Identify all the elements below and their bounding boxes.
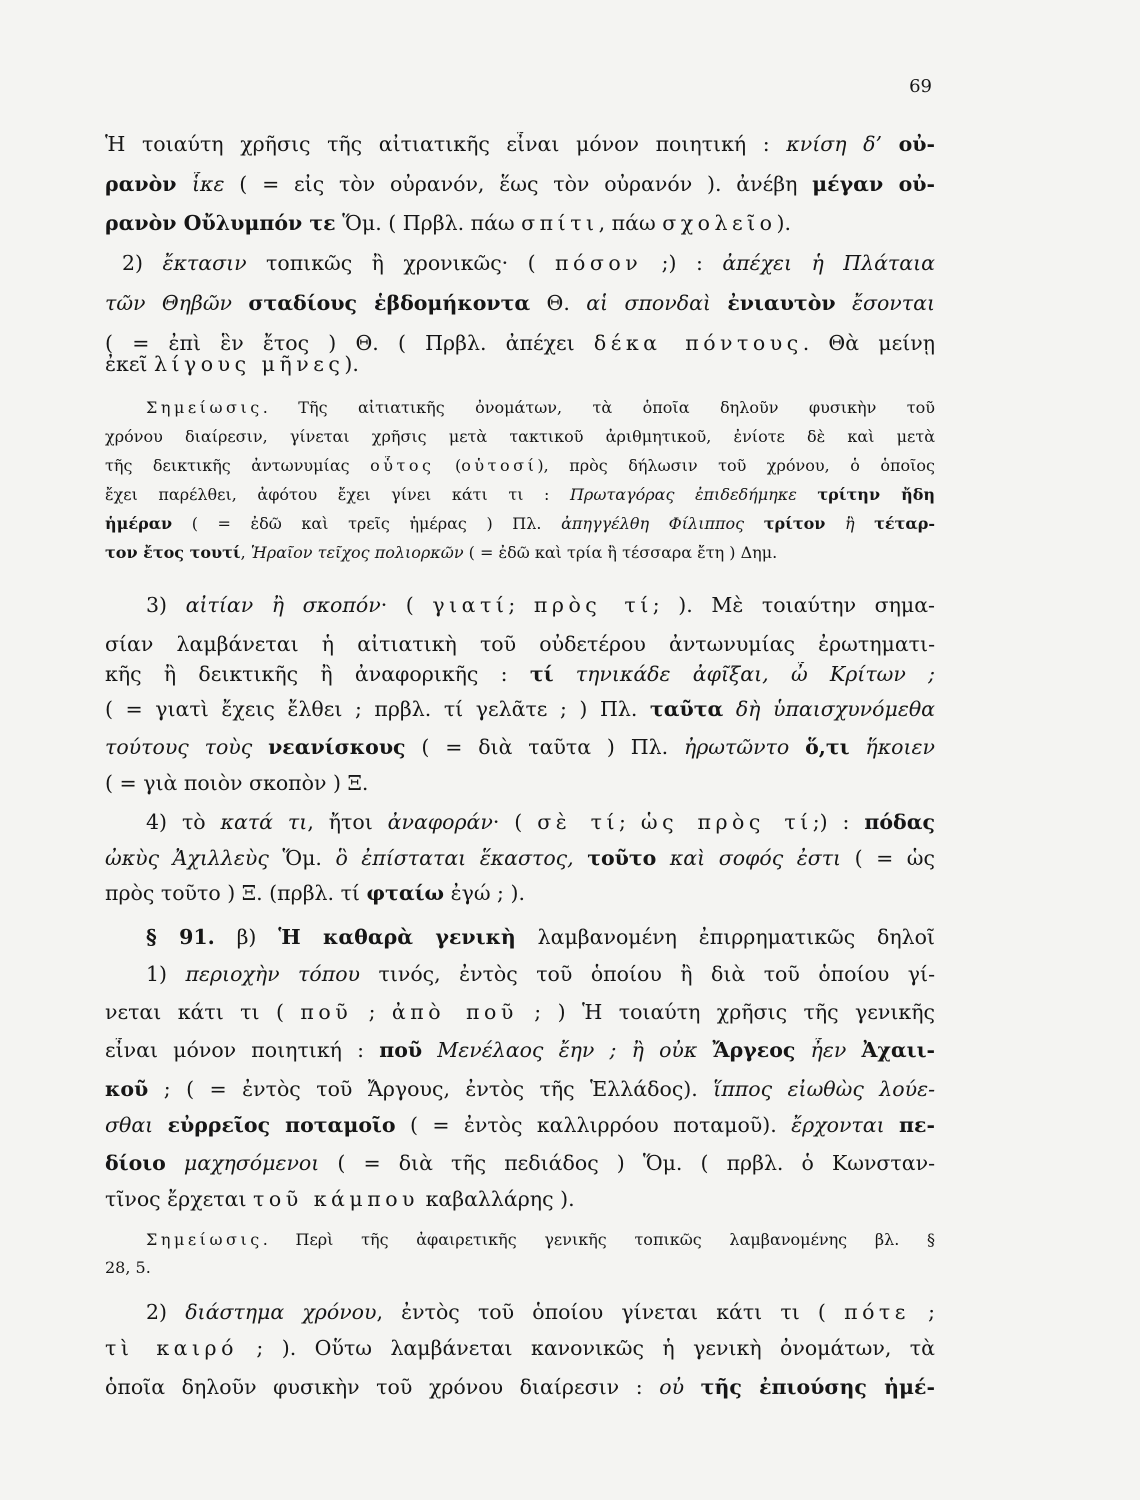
text-run: 28, 5.: [105, 1258, 151, 1277]
text-line: [105, 771, 935, 795]
text-run: εἶναι μόνον ποιητική :: [105, 1038, 380, 1062]
italic-run: τῶν Θηβῶν: [105, 291, 249, 315]
text-run: καβαλλάρης ).: [419, 1187, 575, 1211]
text-line: [105, 697, 935, 721]
text-run: ( = εἰς τὸν οὐρανόν, ἕως τὸν οὐρανόν ). ἀνέβη: [224, 172, 813, 196]
bold-run: δίοιο: [105, 1151, 166, 1175]
text-line: [105, 291, 935, 315]
bold-run: τρίτην ἤδη: [817, 485, 935, 504]
bold-run: ποῦ: [379, 1038, 423, 1062]
text-run: ;: [352, 1000, 392, 1024]
bold-run: ὅ,τι: [805, 735, 850, 759]
italic-run: μαχησόμενοι: [165, 1151, 320, 1175]
text-run: ), πρὸς δήλωσιν τοῦ χρόνου, ὁ ὁποῖος: [537, 456, 935, 475]
italic-run: ἢ: [825, 514, 875, 533]
text-run: ; ( = ἐντὸς τοῦ Ἄργους, ἐντὸς τῆς Ἑλλάδος).: [148, 1077, 714, 1101]
text-line: [105, 1000, 935, 1024]
italic-run: Πρωταγόρας ἐπιδεδήμηκε: [569, 485, 818, 504]
text-run: , πάω: [598, 211, 663, 235]
italic-run: αἰτίαν ἢ σκοπόν: [185, 593, 381, 617]
spaced-run: δέκα πόντους: [593, 331, 803, 355]
text-run: . Περὶ τῆς ἀφαιρετικῆς γενικῆς τοπικῶς λαμβανομένης βλ. §: [262, 1230, 935, 1249]
text-run: τῖνος ἔρχεται: [105, 1187, 254, 1211]
italic-run: Μενέλαος ἔην ; ἢ οὐκ: [422, 1038, 713, 1062]
text-line: [105, 211, 935, 235]
text-run: ( = γιὰ ποιὸν σκοπὸν ) Ξ.: [105, 771, 369, 795]
italic-run: οὐ: [659, 1375, 701, 1399]
text-run: Ὅμ.: [268, 846, 336, 870]
spaced-run: τοῦ κάμπου: [253, 1187, 420, 1211]
spaced-run: ποῦ: [300, 1000, 353, 1024]
italic-run: ἀπέχει ἡ Πλάταια: [722, 251, 935, 275]
text-run: κῆς ἢ δεικτικῆς ἢ ἀναφορικῆς :: [105, 662, 530, 686]
text-run: 4) τὸ: [146, 810, 221, 834]
bold-run: ἐνιαυτὸν: [727, 291, 836, 315]
bold-run: § 91.: [146, 925, 215, 949]
bold-run: νεανίσκους: [268, 735, 406, 759]
italic-run: ἠρωτῶντο: [683, 735, 806, 759]
text-run: . Τῆς αἰτιατικῆς ὀνομάτων, τὰ ὁποῖα δηλοῦν φυσικὴν τοῦ: [262, 398, 935, 417]
text-line: [105, 1038, 935, 1062]
bold-run: πε-: [899, 1113, 935, 1137]
text-run: , ἤτοι: [307, 810, 388, 834]
spaced-run: σχολεῖο: [662, 211, 777, 235]
text-run: ,: [240, 543, 251, 562]
note-line: [105, 514, 935, 533]
text-run: ( = ἐντὸς καλλιρρόου ποταμοῦ).: [395, 1113, 792, 1137]
italic-run: ἔκτασιν: [162, 251, 247, 275]
section-heading-line: [146, 925, 935, 949]
spaced-run: λίγους μῆνες: [154, 352, 345, 376]
bold-run: ταῦτα: [649, 697, 724, 721]
text-line: [105, 735, 935, 759]
note-line: [105, 485, 935, 504]
text-line: [146, 1300, 935, 1324]
spaced-run: ὡς πρὸς τί: [640, 810, 813, 834]
text-run: σίαν λαμβάνεται ἡ αἰτιατικὴ τοῦ οὐδετέρου ἀντωνυμίας ἐρωτηματι-: [105, 632, 935, 656]
text-run: ἐγώ ; ).: [444, 881, 525, 905]
text-run: ( = ἐδῶ καὶ τρεῖς ἡμέρας ) Πλ.: [172, 514, 562, 533]
bold-run: εὐρρεῖος ποταμοῖο: [167, 1113, 396, 1137]
text-run: Ὅμ. ( Πρβλ. πάω: [335, 211, 522, 235]
text-run: · (: [380, 593, 433, 617]
text-line: [105, 1113, 935, 1137]
text-line: [146, 593, 935, 617]
text-line: [105, 172, 935, 196]
text-run: ;: [909, 1300, 935, 1324]
bold-run: Ἡ καθαρὰ γενικὴ: [278, 925, 516, 949]
italic-run: τηνικάδε ἀφῖξαι, ὦ Κρίτων ;: [553, 662, 935, 686]
spaced-run: οὗτος: [370, 456, 435, 475]
text-run: ).: [344, 352, 359, 376]
text-run: . Θὰ μείνῃ: [802, 331, 935, 355]
text-line: [146, 962, 935, 986]
text-run: τῆς δεικτικῆς ἀντωνυμίας: [105, 456, 371, 475]
italic-run: ἷκε: [191, 172, 225, 196]
text-line: [105, 1336, 935, 1360]
text-line: [105, 1375, 935, 1399]
italic-run: κατά τι: [220, 810, 308, 834]
text-run: ;: [508, 593, 534, 617]
spaced-run: πότε: [844, 1300, 910, 1324]
italic-run: ὃ ἐπίσταται ἕκαστος,: [335, 846, 588, 870]
text-run: ( = ὡς: [841, 846, 935, 870]
text-run: 2): [122, 251, 163, 275]
text-line: [122, 251, 935, 275]
text-run: ( = διὰ ταῦτα ) Πλ.: [405, 735, 684, 759]
text-run: λαμβανομένη ἐπιρρηματικῶς δηλοῖ: [515, 925, 935, 949]
text-run: , ἐντὸς τοῦ ὁποίου γίνεται κάτι τι (: [376, 1300, 845, 1324]
bold-run: τῆς ἐπιούσης ἡμέ-: [700, 1375, 935, 1399]
spaced-run: γιατί: [432, 593, 509, 617]
bold-run: τί: [529, 662, 554, 686]
spaced-run: ἀπὸ ποῦ: [391, 1000, 518, 1024]
text-run: ἔχει παρέλθει, ἀφότου ἔχει γίνει κάτι τι :: [105, 485, 570, 504]
text-run: ( = διὰ τῆς πεδιάδος ) Ὅμ. ( πρβλ. ὁ Κωνσταν-: [319, 1151, 935, 1175]
text-run: ( = ἐδῶ καὶ τρία ἢ τέσσαρα ἔτη ) Δημ.: [463, 543, 778, 562]
text-run: ;) :: [812, 810, 865, 834]
note-line: [105, 1258, 935, 1277]
spaced-run: οὑτοσί: [461, 456, 538, 475]
text-run: ;: [619, 810, 641, 834]
text-run: ; ). Οὕτω λαμβάνεται κανονικῶς ἡ γενικὴ ὀνομάτων, τὰ: [237, 1336, 935, 1360]
text-run: ( = γιατὶ ἔχεις ἔλθει ; πρβλ. τί γελᾶτε ; ) Πλ.: [105, 697, 650, 721]
note-line: [146, 398, 935, 417]
italic-run: τούτους τοὺς: [105, 735, 269, 759]
text-run: 2): [146, 1300, 186, 1324]
italic-run: αἱ σπονδαὶ: [586, 291, 728, 315]
spaced-run: Σημείωσις: [146, 1230, 263, 1249]
text-run: Ἡ τοιαύτη χρῆσις τῆς αἰτιατικῆς εἶναι μόνον ποιητική :: [105, 132, 787, 156]
bold-run: Ἀχαιι-: [861, 1038, 935, 1062]
bold-run: κοῦ: [105, 1077, 149, 1101]
italic-run: Ἡραῖον τεῖχος πολιορκῶν: [250, 543, 464, 562]
italic-run: δὴ ὑπαισχυνόμεθα: [723, 697, 935, 721]
bold-run: πόδας: [864, 810, 935, 834]
spaced-run: πρὸς τί: [533, 593, 653, 617]
italic-run: κνίση δ’: [786, 132, 899, 156]
italic-run: ἔσονται: [835, 291, 935, 315]
italic-run: περιοχὴν τόπου: [185, 962, 361, 986]
text-line: [105, 632, 935, 656]
text-run: ; ). Μὲ τοιαύτην σημα-: [652, 593, 935, 617]
italic-run: ἵππος εἰωθὼς λούε-: [713, 1077, 935, 1101]
text-line: [105, 846, 935, 870]
bold-run: τέταρ-: [874, 514, 935, 533]
note-line: [105, 427, 935, 446]
italic-run: καὶ σοφός ἐστι: [656, 846, 842, 870]
bold-run: μέγαν οὐ-: [812, 172, 935, 196]
italic-run: διάστημα χρόνου: [185, 1300, 377, 1324]
text-line: [105, 1077, 935, 1101]
bold-run: Ἄργεος: [712, 1038, 796, 1062]
text-run: · (: [492, 810, 538, 834]
page-number: 69: [909, 76, 932, 97]
text-run: ὁποῖα δηλοῦν φυσικὴν τοῦ χρόνου διαίρεσιν :: [105, 1375, 660, 1399]
text-run: χρόνου διαίρεσιν, γίνεται χρῆσις μετὰ τακτικοῦ ἀριθμητικοῦ, ἐνίοτε δὲ καὶ μετὰ: [105, 427, 935, 446]
spaced-run: σὲ τί: [537, 810, 620, 834]
text-line: [105, 662, 935, 686]
text-run: πρὸς τοῦτο ) Ξ. (πρβλ. τί: [105, 881, 367, 905]
bold-run: ρανὸν Οὔλυμπόν τε: [105, 211, 336, 235]
bold-run: σταδίους ἑβδομήκοντα: [248, 291, 531, 315]
text-line: [146, 810, 935, 834]
text-line: [105, 1187, 935, 1211]
bold-run: φταίω: [366, 881, 445, 905]
text-run: ( = ἐπὶ ἓν ἔτος ) Θ. ( Πρβλ. ἀπέχει: [105, 331, 594, 355]
bold-run: τοῦτο: [587, 846, 657, 870]
spaced-run: Σημείωσις: [146, 398, 263, 417]
text-run: ἐκεῖ: [105, 352, 154, 376]
text-run: νεται κάτι τι (: [105, 1000, 301, 1024]
italic-run: ἀναφοράν: [387, 810, 493, 834]
text-run: τινός, ἐντὸς τοῦ ὁποίου ἢ διὰ τοῦ ὁποίου γί-: [360, 962, 935, 986]
text-run: τοπικῶς ἢ χρονικῶς· (: [246, 251, 556, 275]
text-run: 1): [146, 962, 186, 986]
bold-run: τον ἔτος τουτί: [105, 543, 241, 562]
note-line: [105, 456, 935, 475]
italic-run: ἔρχονται: [791, 1113, 900, 1137]
italic-run: ὠκὺς Ἀχιλλεὺς: [105, 846, 269, 870]
bold-run: τρίτον: [763, 514, 826, 533]
text-run: ).: [776, 211, 792, 235]
text-run: ; ) Ἡ τοιαύτη χρῆσις τῆς γενικῆς: [517, 1000, 935, 1024]
text-run: ;) :: [642, 251, 723, 275]
spaced-run: σπίτι: [521, 211, 599, 235]
italic-run: ἀπηγγέλθη Φίλιππος: [561, 514, 764, 533]
bold-run: ρανὸν: [105, 172, 192, 196]
text-line: [105, 1151, 935, 1175]
text-run: Θ.: [530, 291, 587, 315]
text-line: [105, 881, 935, 905]
spaced-run: πόσον: [555, 251, 643, 275]
italic-run: ἦεν: [795, 1038, 862, 1062]
note-line: [146, 1230, 935, 1249]
text-run: (: [434, 456, 462, 475]
note-line: [105, 543, 935, 562]
italic-run: ἥκοιεν: [849, 735, 935, 759]
text-line: [105, 352, 935, 376]
text-run: 3): [146, 593, 186, 617]
italic-run: σθαι: [105, 1113, 168, 1137]
text-line: [105, 132, 935, 156]
bold-run: ἡμέραν: [105, 514, 173, 533]
text-run: β): [214, 925, 279, 949]
bold-run: οὐ-: [898, 132, 935, 156]
spaced-run: τὶ καιρό: [105, 1336, 238, 1360]
